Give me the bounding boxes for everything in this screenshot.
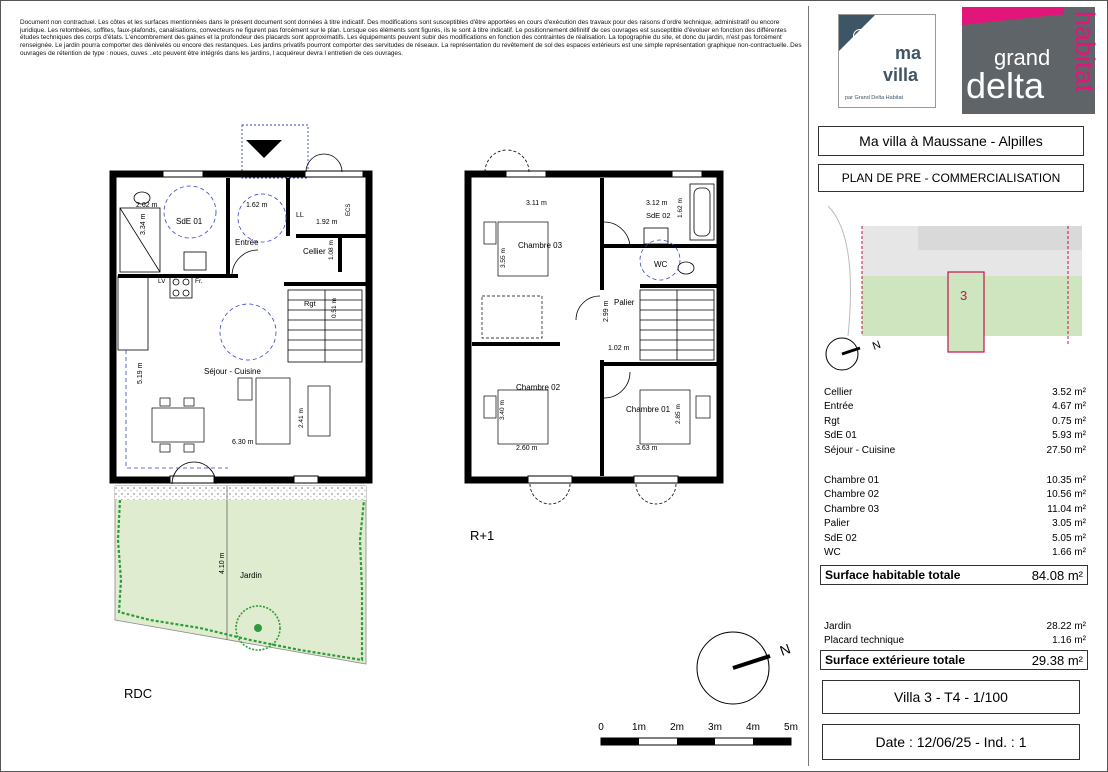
r1-stairs — [640, 290, 714, 360]
area-row — [824, 400, 1086, 414]
total-exterieure-row — [820, 650, 1088, 670]
dim-2-60: 2.60 m — [516, 445, 538, 452]
areas-r1-list — [824, 474, 1086, 560]
dim-2-62: 2.62 m — [136, 202, 158, 209]
area-row — [824, 634, 1086, 648]
area-row — [824, 517, 1086, 531]
area-row — [824, 474, 1086, 488]
level-rdc-label: RDC — [124, 686, 153, 701]
gravel-strip — [115, 486, 366, 500]
dim-1-62: 1.62 m — [246, 202, 268, 209]
area-name: Rgt — [824, 415, 840, 427]
gdh-word-grand: grand — [994, 45, 1051, 70]
area-name: Séjour - Cuisine — [824, 444, 896, 456]
area-value: 28.22 m² — [1046, 621, 1086, 632]
dim-0-51: 0.51 m — [331, 298, 338, 318]
area-name: SdE 01 — [824, 430, 857, 442]
dim-3-63: 3.63 m — [636, 445, 658, 452]
room-sde01-label: SdE 01 — [176, 217, 203, 226]
area-row — [824, 503, 1086, 517]
ecs-label: ECS — [346, 203, 352, 216]
dim-2-99: 2.99 m — [603, 300, 610, 322]
scale-label: 4m — [746, 722, 760, 733]
total-exterieure-label: Surface extérieure totale — [825, 653, 966, 667]
area-name: Placard technique — [824, 635, 905, 647]
total-habitable-row — [820, 565, 1088, 585]
area-name: SdE 02 — [824, 532, 857, 544]
total-habitable-label: Surface habitable totale — [825, 568, 961, 582]
room-wc-label: WC — [654, 260, 668, 269]
room-jardin-label: Jardin — [240, 571, 262, 580]
area-row — [824, 488, 1086, 502]
area-name: Chambre 01 — [824, 475, 880, 486]
areas-rdc-list — [824, 386, 1086, 458]
room-chambre01-label: Chambre 01 — [626, 405, 671, 414]
area-value: 5.05 m² — [1052, 532, 1086, 544]
rdc-plan — [113, 125, 369, 701]
area-row — [824, 532, 1086, 546]
scale-label: 3m — [708, 722, 722, 733]
dim-3-55: 3.55 m — [500, 248, 507, 268]
date-ref-box — [822, 724, 1080, 760]
area-value: 1.16 m² — [1052, 635, 1086, 647]
dim-2-41: 2.41 m — [298, 408, 305, 428]
dim-3-40: 3.40 m — [499, 400, 506, 420]
scale-label: 1m — [632, 722, 646, 733]
room-cellier-label: Cellier — [303, 247, 326, 256]
area-row — [824, 429, 1086, 443]
area-name: Chambre 03 — [824, 503, 880, 515]
total-exterieure-value: 29.38 m² — [1031, 652, 1083, 668]
area-name: Chambre 02 — [824, 489, 880, 501]
scale-label: 0 — [598, 722, 604, 733]
area-value: 11.04 m² — [1047, 503, 1086, 515]
level-r1-label: R+1 — [470, 528, 495, 543]
mavilla-word-villa: villa — [883, 65, 919, 85]
plan-type: PLAN DE PRE - COMMERCIALISATION — [841, 171, 1061, 185]
scale-label: 5m — [784, 722, 798, 733]
area-row — [824, 386, 1086, 400]
area-name: Cellier — [824, 387, 853, 398]
mavilla-subtitle: par Grand Delta Habitat — [845, 95, 904, 101]
scale-bar — [596, 716, 806, 756]
area-value: 4.67 m² — [1052, 401, 1086, 413]
area-value: 1.66 m² — [1052, 546, 1086, 558]
r1-outer-wall — [468, 174, 720, 480]
area-row — [824, 546, 1086, 560]
dim-2-85: 2.85 m — [675, 404, 682, 424]
dim-5-19: 5.19 m — [137, 362, 144, 384]
site-plan — [818, 196, 1086, 376]
villa-ref-box — [822, 680, 1080, 714]
project-title: Ma villa à Maussane - Alpilles — [859, 133, 1043, 149]
total-habitable-value: 84.08 m² — [1031, 567, 1083, 583]
entry-arrow-icon — [246, 140, 282, 158]
small-compass-n-label: N — [870, 338, 883, 353]
dim-3-11: 3.11 m — [526, 200, 547, 207]
areas-ext-list — [824, 620, 1086, 649]
room-entree-label: Entrée — [235, 238, 259, 247]
area-row — [824, 620, 1086, 634]
disclaimer-text: Document non contractuel. Les côtes et les surfaces mentionnées dans le présent document sont données à titre indicatif. Des modifications sont susceptibles d'être apportées en cours d'exécution des travaux pour des raisons d'ordre technique, administratif ou encore juridique. Les retombées, soffites, faux-plafonds, canalisations, convecteurs ne figurent pas forcément sur le plan. Lorsque ces éléments sont figurés, ils le sont à titre indicatif. Le positionnement définitif de ces ouvrages est susceptible d'évoluer en fonction des différentes études techniques des corps d'états. L'encombrement des gaines et la profondeur des placards sont approximatifs. Les équipements peuvent subir des modifications en fonction des contraintes de réalisation. La topographie du site, et donc du jardin, n'est pas forcément renseignée. Le jardin pourra comporter des dénivelés ou encore des restanques. Les jardins privatifs pourront comporter des servitudes de réseaux. La représentation du revêtement de sol des espaces extérieurs est une simple représentation graphique non-contractuelle. Des ouvrages de rétention de type : noues, cuves ..etc peuvent être intégrés dans les jardins, l acquéreur devra l entretien de ces ouvrages. — [20, 19, 802, 57]
site-lot-number: 3 — [960, 288, 968, 303]
villa-ref: Villa 3 - T4 - 1/100 — [894, 689, 1008, 705]
dim-1-08: 1.08 m — [328, 240, 335, 260]
area-name: Entrée — [824, 401, 854, 413]
room-chambre03-label: Chambre 03 — [518, 241, 563, 250]
dim-6-30: 6.30 m — [232, 439, 254, 446]
dim-1-92: 1.92 m — [316, 219, 338, 226]
area-value: 0.75 m² — [1052, 415, 1086, 427]
dim-1-62-r1: 1.62 m — [677, 198, 684, 218]
area-row — [824, 444, 1086, 458]
room-palier-label: Palier — [614, 298, 635, 307]
plan-type-box — [818, 164, 1084, 192]
gdh-word-delta: delta — [966, 65, 1045, 106]
dim-1-02: 1.02 m — [608, 345, 630, 352]
area-name: Jardin — [824, 621, 852, 632]
room-rgt-label: Rgt — [304, 299, 316, 308]
rdc-stairs — [288, 290, 362, 362]
scale-label: 2m — [670, 722, 684, 733]
r1-plan — [468, 150, 720, 543]
area-value: 10.56 m² — [1046, 489, 1086, 501]
area-name: WC — [824, 546, 841, 558]
placard-technique — [242, 125, 308, 178]
compass-n-label: N — [777, 640, 793, 659]
area-value: 5.93 m² — [1052, 430, 1086, 442]
north-compass-large — [697, 632, 793, 704]
house-icon — [853, 29, 867, 43]
kitchen-counter — [118, 276, 148, 350]
fr-label: Fr. — [195, 278, 203, 285]
area-row — [824, 415, 1086, 429]
area-value: 27.50 m² — [1046, 444, 1086, 456]
project-title-box — [818, 126, 1084, 156]
area-value: 10.35 m² — [1046, 475, 1086, 486]
grand-delta-habitat-logo — [962, 7, 1100, 114]
room-sde02-label: SdE 02 — [646, 211, 671, 220]
dim-4-10: 4.10 m — [219, 552, 226, 574]
dim-3-12: 3.12 m — [646, 200, 668, 207]
mavilla-word-ma: ma — [895, 43, 922, 63]
date-ref: Date : 12/06/25 - Ind. : 1 — [875, 734, 1027, 750]
area-name: Palier — [824, 518, 850, 530]
room-chambre02-label: Chambre 02 — [516, 383, 561, 392]
lv-label: LV — [158, 278, 166, 285]
dim-3-34: 3.34 m — [140, 213, 147, 235]
area-value: 3.52 m² — [1052, 387, 1086, 398]
room-sejour-label: Séjour - Cuisine — [204, 367, 261, 376]
ll-label: LL — [296, 212, 304, 219]
mavilla-logo — [838, 14, 936, 108]
gdh-word-habitat: habitat — [1070, 11, 1100, 93]
area-value: 3.05 m² — [1052, 518, 1086, 530]
